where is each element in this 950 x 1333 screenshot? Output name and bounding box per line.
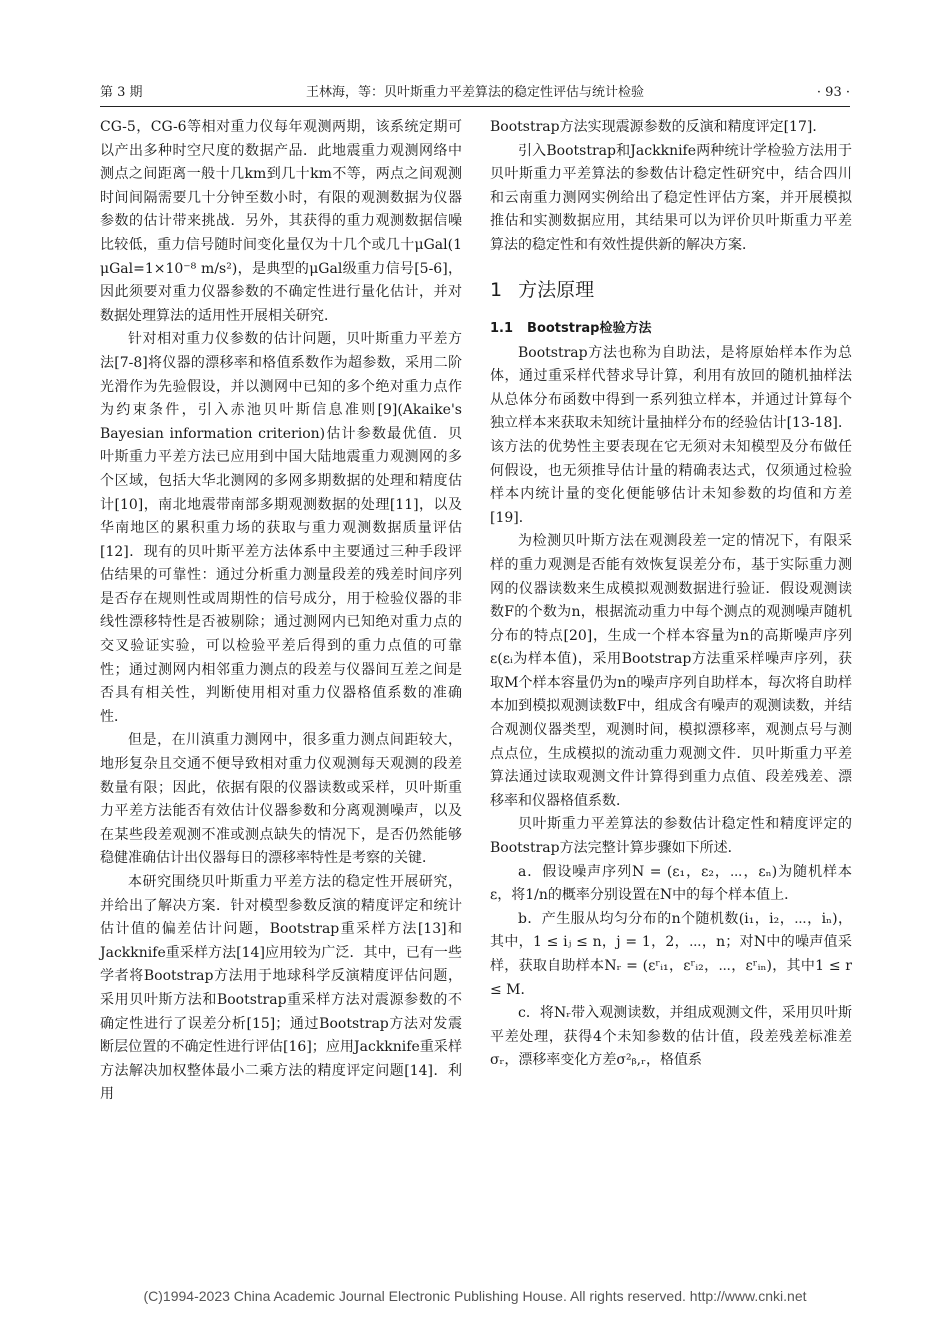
paragraph-continued: Bootstrap方法实现震源参数的反演和精度评定[17]． (490, 119, 827, 135)
right-column (490, 116, 852, 1073)
paragraph: Bootstrap方法也称为自助法，是将原始样本作为总体，通过重采样代替求导计算，利用有放回的随机抽样法从总体分布函数中得到一系列独立样本，并通过计算每个独立样本来获取未知统计量抽样分布的经验估计[13-18]．该方法的优势性主要表现在它无须对未知模型及分布做任何假设，也无须推导估计量的精确表达式，仅须通过检验样本内统计量的变化便能够估计未知参数的均值和方差[19]． (490, 344, 852, 526)
running-title: 王林海，等：贝叶斯重力平差算法的稳定性评估与统计检验 (305, 85, 644, 100)
subsection-title: Bootstrap检验方法 (527, 320, 652, 336)
section-title: 方法原理 (518, 278, 595, 301)
left-column (100, 116, 462, 1107)
paragraph: 为检测贝叶斯方法在观测段差一定的情况下，有限采样的重力观测是否能有效恢复误差分布，基于实际重力测网的仪器读数来生成模拟观测数据进行验证．假设观测读数F的个数为n，根据流动重力中每个测点的观测噪声随机分布的特点[20]，生成一个样本容量为n的高斯噪声序列ε(εᵢ为样本值)，采用Bootstrap方法重采样噪声序列，获取M个样本容量仍为n的噪声序列自助样本，每次将自助样本加到模拟观测读数F中，组成含有噪声的观测读数，并结合观测仪器类型，观测时间，模拟漂移率，观测点号与测点点位，生成模拟的流动重力观测文件．贝叶斯重力平差算法通过读取观测文件计算得到重力点值、段差残差、漂移率和仪器格值系数． (490, 533, 852, 809)
page-number: · 93 · (816, 85, 850, 100)
subsection-heading (490, 318, 852, 340)
section-heading (490, 276, 852, 304)
section-number: 1 (490, 278, 503, 301)
paragraph: 引入Bootstrap和Jackknife两种统计学检验方法用于贝叶斯重力平差算法的参数估计稳定性研究中，结合四川和云南重力测网实例给出了稳定性评估方案，并开展模拟推估和实测数据应用，其结果可以为评价贝叶斯重力平差算法的稳定性和有效性提供新的解决方案． (490, 142, 852, 253)
paragraph: 但是，在川滇重力测网中，很多重力测点间距较大，地形复杂且交通不便导致相对重力仪观测每天观测的段差数量有限；因此，依据有限的仪器读数或采样，贝叶斯重力平差方法能否有效估计仪器参数和分离观测噪声，以及在某些段差观测不准或测点缺失的情况下，是否仍然能够稳健准确估计出仪器每日的漂移率特性是考察的关键． (100, 732, 462, 867)
paragraph: 针对相对重力仪参数的估计问题，贝叶斯重力平差方法[7-8]将仪器的漂移率和格值系数作为超参数，采用二阶光滑作为先验假设，并以测网中已知的多个绝对重力点作为约束条件，引入赤池贝叶斯信息准则[9](Akaike's Bayesian information criterion)估计参数最优值．贝叶斯重力平差方法已应用到中国大陆地震重力观测网的多个区域，包括大华北测网的多网多期数据的处理和精度估计[10]，南北地震带南部多期观测数据的处理[11]，以及华南地区的累积重力场的获取与重力观测数据质量评估[12]．现有的贝叶斯平差方法体系中主要通过三种手段评估结果的可靠性：通过分析重力测量段差的残差时间序列是否存在规则性或周期性的信号成分，用于检验仪器的非线性漂移特性是否被剔除；通过测网内已知绝对重力点的交叉验证实验，可以检验平差后得到的重力点值的可靠性；通过测网内相邻重力测点的段差与仪器间互差之间是否具有相关性，判断使用相对重力仪器格值系数的准确性． (100, 331, 462, 725)
paragraph: 本研究围绕贝叶斯重力平差方法的稳定性开展研究，并给出了解决方案．针对模型参数反演的精度评定和统计估计值的偏差估计问题，Bootstrap重采样方法[13]和Jackknife重采样方法[14]应用较为广泛．其中，已有一些学者将Bootstrap方法用于地球科学反演精度评估问题，采用贝叶斯方法和Bootstrap重采样方法对震源参数的不确定性进行了误差分析[15]；通过Bootstrap方法对发震断层位置的不确定性进行评估[16]；应用Jackknife重采样方法解决加权整体最小二乘方法的精度评定问题[14]．利用 (100, 874, 462, 1103)
header-rule (100, 106, 850, 107)
list-item-b: b．产生服从均匀分布的n个随机数(i₁，i₂，⋯，iₙ)，其中，1 ≤ iⱼ ≤ n，j = 1，2，⋯，n；对N中的噪声值采样，获取自助样本Nᵣ = (εʳᵢ₁，εʳᵢ₂，⋯，εʳᵢₙ)，其中1 ≤ r ≤ M． (490, 910, 852, 998)
paragraph: 贝叶斯重力平差算法的参数估计稳定性和精度评定的Bootstrap方法完整计算步骤如下所述． (490, 816, 852, 857)
paragraph-continued: CG-5，CG-6等相对重力仪每年观测两期，该系统定期可以产出多种时空尺度的数据产品．此地震重力观测网络中测点之间距离一般十几km到几十km不等，两点之间观测时间间隔需要几十分钟至数小时，有限的观测数据为仪器参数的估计带来挑战．另外，其获得的重力观测数据信噪比较低，重力信号随时间变化量仅为十几个或几十μGal(1 μGal=1×10⁻⁸ m/s²)，是典型的μGal级重力信号[5-6]，因此须要对重力仪器参数的不确定性进行量化估计，并对数据处理算法的适用性开展相关研究． (100, 119, 462, 324)
running-header (100, 82, 850, 104)
issue-number: 第 3 期 (100, 85, 143, 100)
copyright-footer: (C)1994-2023 China Academic Journal Electronic Publishing House. All rights reserved. http://www.cnki.net (143, 1288, 807, 1304)
list-item-a: a．假设噪声序列N = (ε₁，ε₂，⋯，εₙ)为随机样本ε，将1/n的概率分别设置在N中的每个样本值上． (490, 863, 852, 904)
list-item-c: c．将Nᵣ带入观测读数，并组成观测文件，采用贝叶斯平差处理，获得4个未知参数的估计值，段差残差标准差σᵣ，漂移率变化方差σ²ᵦ,ᵣ，格值系 (490, 1005, 852, 1069)
subsection-number: 1.1 (490, 320, 514, 336)
